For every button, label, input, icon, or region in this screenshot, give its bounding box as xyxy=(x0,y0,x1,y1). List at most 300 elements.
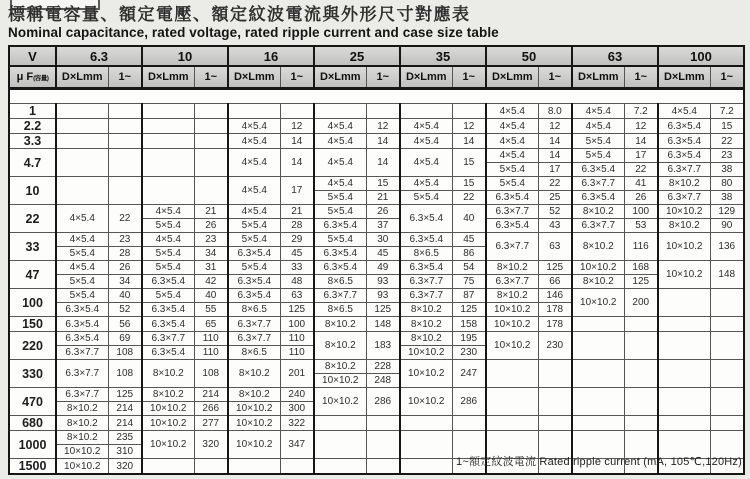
case-size-cell: 5×5.4 xyxy=(56,275,108,289)
case-size-cell: 5×5.4 xyxy=(228,219,280,233)
ripple-column-header: 1~ xyxy=(624,66,658,89)
ripple-cell: 17 xyxy=(280,177,314,205)
case-size-cell: 8×10.2 xyxy=(572,205,624,219)
ripple-cell: 14 xyxy=(624,134,658,149)
empty-ripple-cell xyxy=(194,119,228,134)
ripple-cell: 23 xyxy=(108,233,142,247)
case-size-cell: 5×5.4 xyxy=(314,205,366,219)
uf-unit-label: μ F xyxy=(16,71,34,83)
case-size-column-header: D×Lmm xyxy=(142,66,194,89)
case-size-cell: 8×10.2 xyxy=(658,177,710,191)
case-size-cell: 10×10.2 xyxy=(400,346,452,360)
empty-ripple-cell xyxy=(194,134,228,149)
capacitance-cell: 100 xyxy=(9,289,56,317)
ripple-cell: 248 xyxy=(366,374,400,388)
case-size-cell: 10×10.2 xyxy=(658,233,710,261)
empty-case-cell xyxy=(142,119,194,134)
case-size-cell: 10×10.2 xyxy=(314,388,366,416)
case-size-cell: 6.3×5.4 xyxy=(486,219,538,233)
ripple-cell: 110 xyxy=(194,346,228,360)
case-size-cell: 6.3×5.4 xyxy=(142,303,194,317)
case-size-cell: 4×5.4 xyxy=(314,119,366,134)
capacitance-cell: 1000 xyxy=(9,431,56,459)
ripple-cell: 41 xyxy=(624,177,658,191)
case-size-cell: 10×10.2 xyxy=(314,374,366,388)
ripple-cell: 146 xyxy=(538,289,572,303)
case-size-cell: 10×10.2 xyxy=(400,360,452,388)
case-size-cell: 8×10.2 xyxy=(228,360,280,388)
case-size-cell: 8×6.5 xyxy=(314,303,366,317)
case-size-cell: 10×10.2 xyxy=(658,205,710,219)
capacitance-cell: 10 xyxy=(9,177,56,205)
empty-ripple-cell xyxy=(108,104,142,119)
case-size-cell: 8×6.5 xyxy=(228,303,280,317)
ripple-cell: 14 xyxy=(538,149,572,163)
case-size-cell: 8×6.5 xyxy=(314,275,366,289)
empty-case-cell xyxy=(400,104,452,119)
ripple-cell: 14 xyxy=(538,134,572,149)
ripple-cell: 22 xyxy=(624,163,658,177)
empty-ripple-cell xyxy=(108,177,142,205)
case-size-cell: 6.3×5.4 xyxy=(572,163,624,177)
ripple-cell: 7.2 xyxy=(710,104,744,119)
ripple-cell: 266 xyxy=(194,402,228,416)
ripple-cell: 125 xyxy=(108,388,142,402)
case-size-cell: 5×5.4 xyxy=(56,289,108,303)
ripple-cell: 28 xyxy=(280,219,314,233)
case-size-cell: 10×10.2 xyxy=(142,431,194,459)
ripple-column-header: 1~ xyxy=(194,66,228,89)
case-size-cell: 4×5.4 xyxy=(486,134,538,149)
case-size-cell: 5×5.4 xyxy=(228,233,280,247)
empty-ripple-cell xyxy=(710,388,744,416)
empty-ripple-cell xyxy=(366,416,400,431)
empty-case-cell xyxy=(314,459,366,475)
voltage-header-6.3: 6.3 xyxy=(56,46,142,66)
empty-case-cell xyxy=(572,317,624,332)
case-size-cell: 4×5.4 xyxy=(400,177,452,191)
empty-case-cell xyxy=(142,459,194,475)
case-size-column-header: D×Lmm xyxy=(572,66,624,89)
ripple-cell: 12 xyxy=(452,119,486,134)
case-size-cell: 10×10.2 xyxy=(142,402,194,416)
case-size-cell: 8×10.2 xyxy=(486,289,538,303)
ripple-cell: 7.2 xyxy=(624,104,658,119)
ripple-cell: 22 xyxy=(710,134,744,149)
case-size-column-header: D×Lmm xyxy=(228,66,280,89)
case-size-cell: 8×10.2 xyxy=(572,275,624,289)
capacitance-cell: 150 xyxy=(9,317,56,332)
case-size-cell: 8×10.2 xyxy=(314,332,366,360)
ripple-cell: 54 xyxy=(452,261,486,275)
ripple-cell: 15 xyxy=(452,177,486,191)
case-size-column-header: D×Lmm xyxy=(400,66,452,89)
ripple-cell: 80 xyxy=(710,177,744,191)
ripple-cell: 25 xyxy=(538,191,572,205)
case-size-cell: 8×10.2 xyxy=(142,360,194,388)
ripple-cell: 14 xyxy=(366,149,400,177)
ripple-cell: 240 xyxy=(280,388,314,402)
empty-case-cell xyxy=(486,360,538,388)
empty-case-cell xyxy=(142,134,194,149)
case-size-cell: 8×10.2 xyxy=(572,233,624,261)
case-size-cell: 10×10.2 xyxy=(572,261,624,275)
capacitance-cell: 470 xyxy=(9,388,56,416)
case-size-cell: 6.3×7.7 xyxy=(572,177,624,191)
case-size-cell: 8×6.5 xyxy=(228,346,280,360)
ripple-cell: 21 xyxy=(194,205,228,219)
case-size-cell: 6.3×5.4 xyxy=(142,317,194,332)
case-size-cell: 5×5.4 xyxy=(142,289,194,303)
empty-case-cell xyxy=(658,388,710,416)
ripple-cell: 8.0 xyxy=(538,104,572,119)
capacitance-cell: 1500 xyxy=(9,459,56,475)
empty-ripple-cell xyxy=(366,459,400,475)
capacitance-cell: 22 xyxy=(9,205,56,233)
case-size-cell: 4×5.4 xyxy=(56,233,108,247)
case-size-cell: 6.3×5.4 xyxy=(56,303,108,317)
case-size-cell: 10×10.2 xyxy=(56,459,108,475)
ripple-cell: 108 xyxy=(108,346,142,360)
case-size-cell: 6.3×5.4 xyxy=(314,219,366,233)
case-size-cell: 6.3×5.4 xyxy=(142,275,194,289)
empty-ripple-cell xyxy=(194,177,228,205)
capacitance-cell: 680 xyxy=(9,416,56,431)
empty-ripple-cell xyxy=(538,360,572,388)
case-size-column-header: D×Lmm xyxy=(486,66,538,89)
empty-ripple-cell xyxy=(194,149,228,177)
ripple-cell: 52 xyxy=(538,205,572,219)
ripple-cell: 108 xyxy=(108,360,142,388)
ripple-cell: 43 xyxy=(538,219,572,233)
case-size-cell: 6.3×5.4 xyxy=(658,119,710,134)
ripple-cell: 45 xyxy=(452,233,486,247)
ripple-cell: 230 xyxy=(452,346,486,360)
case-size-cell: 4×5.4 xyxy=(228,205,280,219)
case-size-cell: 6.3×5.4 xyxy=(486,191,538,205)
case-size-cell: 6.3×5.4 xyxy=(142,346,194,360)
ripple-cell: 86 xyxy=(452,247,486,261)
empty-case-cell xyxy=(658,416,710,431)
empty-case-cell xyxy=(572,416,624,431)
voltage-header-10: 10 xyxy=(142,46,228,66)
ripple-cell: 108 xyxy=(194,360,228,388)
case-size-cell: 6.3×5.4 xyxy=(314,247,366,261)
ripple-cell: 26 xyxy=(108,261,142,275)
capacitance-cell: 1 xyxy=(9,104,56,119)
case-size-cell: 4×5.4 xyxy=(400,149,452,177)
empty-ripple-cell xyxy=(366,431,400,459)
ripple-cell: 12 xyxy=(280,119,314,134)
ripple-cell: 195 xyxy=(452,332,486,346)
empty-case-cell xyxy=(142,177,194,205)
ripple-cell: 15 xyxy=(366,177,400,191)
empty-ripple-cell xyxy=(710,332,744,360)
case-size-cell: 6.3×5.4 xyxy=(400,261,452,275)
ripple-cell: 53 xyxy=(624,219,658,233)
ripple-cell: 22 xyxy=(108,205,142,233)
voltage-header-16: 16 xyxy=(228,46,314,66)
case-size-cell: 5×5.4 xyxy=(142,247,194,261)
case-size-cell: 4×5.4 xyxy=(228,177,280,205)
case-size-cell: 6.3×5.4 xyxy=(228,247,280,261)
case-size-cell: 8×10.2 xyxy=(658,219,710,233)
empty-case-cell xyxy=(486,416,538,431)
ripple-cell: 40 xyxy=(194,289,228,303)
case-size-cell: 6.3×5.4 xyxy=(400,233,452,247)
ripple-cell: 14 xyxy=(280,149,314,177)
ripple-cell: 49 xyxy=(366,261,400,275)
ripple-cell: 125 xyxy=(452,303,486,317)
ripple-cell: 129 xyxy=(710,205,744,219)
spec-table-header xyxy=(9,46,744,89)
case-size-cell: 10×10.2 xyxy=(486,317,538,332)
case-size-cell: 6.3×7.7 xyxy=(142,332,194,346)
ripple-cell: 45 xyxy=(280,247,314,261)
case-size-cell: 4×5.4 xyxy=(486,104,538,119)
empty-ripple-cell xyxy=(710,360,744,388)
case-size-cell: 6.3×7.7 xyxy=(228,317,280,332)
ripple-cell: 14 xyxy=(280,134,314,149)
case-size-cell: 4×5.4 xyxy=(400,134,452,149)
ripple-cell: 38 xyxy=(710,191,744,205)
case-size-cell: 4×5.4 xyxy=(142,233,194,247)
ripple-cell: 48 xyxy=(280,275,314,289)
empty-ripple-cell xyxy=(624,388,658,416)
empty-case-cell xyxy=(56,119,108,134)
ripple-cell: 310 xyxy=(108,445,142,459)
case-size-cell: 4×5.4 xyxy=(228,134,280,149)
ripple-cell: 100 xyxy=(280,317,314,332)
case-size-cell: 6.3×7.7 xyxy=(56,388,108,402)
case-size-cell: 5×5.4 xyxy=(572,134,624,149)
ripple-cell: 55 xyxy=(194,303,228,317)
case-size-cell: 6.3×7.7 xyxy=(486,233,538,261)
empty-case-cell xyxy=(142,149,194,177)
case-size-cell: 6.3×7.7 xyxy=(658,191,710,205)
ripple-cell: 100 xyxy=(624,205,658,219)
corner-voltage-label: V xyxy=(9,46,56,66)
capacitance-cell: 2.2 xyxy=(9,119,56,134)
ripple-cell: 87 xyxy=(452,289,486,303)
ripple-cell: 42 xyxy=(194,275,228,289)
ripple-cell: 320 xyxy=(108,459,142,475)
case-size-column-header: D×Lmm xyxy=(658,66,710,89)
ripple-cell: 38 xyxy=(710,163,744,177)
empty-ripple-cell xyxy=(108,119,142,134)
voltage-header-25: 25 xyxy=(314,46,400,66)
case-size-column-header: D×Lmm xyxy=(314,66,366,89)
capacitance-cell: 3.3 xyxy=(9,134,56,149)
capacitance-cell: 330 xyxy=(9,360,56,388)
ripple-cell: 93 xyxy=(366,275,400,289)
case-size-cell: 5×5.4 xyxy=(142,219,194,233)
case-size-cell: 6.3×5.4 xyxy=(658,134,710,149)
case-size-cell: 10×10.2 xyxy=(658,261,710,289)
empty-ripple-cell xyxy=(538,388,572,416)
empty-case-cell xyxy=(658,289,710,317)
ripple-cell: 21 xyxy=(366,191,400,205)
ripple-cell: 56 xyxy=(108,317,142,332)
capacitance-cell: 220 xyxy=(9,332,56,360)
ripple-cell: 75 xyxy=(452,275,486,289)
case-size-cell: 10×10.2 xyxy=(228,431,280,459)
ripple-cell: 93 xyxy=(366,289,400,303)
uf-unit-sublabel: (容量) xyxy=(33,75,49,82)
case-size-cell: 4×5.4 xyxy=(572,119,624,134)
ripple-cell: 214 xyxy=(108,402,142,416)
ripple-cell: 22 xyxy=(538,177,572,191)
empty-ripple-cell xyxy=(710,416,744,431)
ripple-cell: 125 xyxy=(624,275,658,289)
ripple-column-header: 1~ xyxy=(280,66,314,89)
ripple-cell: 200 xyxy=(624,289,658,317)
case-size-cell: 6.3×7.7 xyxy=(56,360,108,388)
case-size-cell: 6.3×7.7 xyxy=(314,289,366,303)
voltage-header-63: 63 xyxy=(572,46,658,66)
ripple-cell: 214 xyxy=(108,416,142,431)
ripple-column-header: 1~ xyxy=(366,66,400,89)
case-size-cell: 4×5.4 xyxy=(56,205,108,233)
case-size-cell: 6.3×5.4 xyxy=(400,205,452,233)
empty-ripple-cell xyxy=(280,104,314,119)
case-size-cell: 5×5.4 xyxy=(572,149,624,163)
empty-case-cell xyxy=(400,459,452,475)
case-size-cell: 6.3×5.4 xyxy=(56,317,108,332)
case-size-cell: 4×5.4 xyxy=(56,261,108,275)
empty-case-cell xyxy=(314,416,366,431)
ripple-cell: 183 xyxy=(366,332,400,360)
ripple-column-header: 1~ xyxy=(452,66,486,89)
case-size-cell: 10×10.2 xyxy=(142,416,194,431)
empty-case-cell xyxy=(314,431,366,459)
empty-case-cell xyxy=(400,431,452,459)
ripple-cell: 286 xyxy=(366,388,400,416)
case-size-cell: 6.3×5.4 xyxy=(572,191,624,205)
case-size-cell: 6.3×5.4 xyxy=(658,149,710,163)
ripple-cell: 14 xyxy=(452,134,486,149)
case-size-cell: 4×5.4 xyxy=(658,104,710,119)
case-size-cell: 6.3×5.4 xyxy=(228,275,280,289)
ripple-cell: 90 xyxy=(710,219,744,233)
ripple-cell: 30 xyxy=(366,233,400,247)
case-size-cell: 5×5.4 xyxy=(314,191,366,205)
empty-case-cell xyxy=(572,332,624,360)
spec-table-body xyxy=(9,89,744,475)
ripple-cell: 15 xyxy=(452,149,486,177)
empty-case-cell xyxy=(400,416,452,431)
voltage-header-50: 50 xyxy=(486,46,572,66)
capacitance-cell: 4.7 xyxy=(9,149,56,177)
empty-case-cell xyxy=(572,360,624,388)
case-size-cell: 6.3×7.7 xyxy=(400,289,452,303)
ripple-cell: 320 xyxy=(194,431,228,459)
ripple-cell: 34 xyxy=(108,275,142,289)
ripple-cell: 45 xyxy=(366,247,400,261)
empty-case-cell xyxy=(486,388,538,416)
ripple-cell: 40 xyxy=(452,205,486,233)
ripple-cell: 12 xyxy=(624,119,658,134)
ripple-cell: 21 xyxy=(280,205,314,219)
case-size-cell: 8×10.2 xyxy=(314,360,366,374)
ripple-cell: 34 xyxy=(194,247,228,261)
case-size-cell: 10×10.2 xyxy=(56,445,108,459)
case-size-cell: 8×10.2 xyxy=(228,388,280,402)
ripple-cell: 136 xyxy=(710,233,744,261)
spacer-row xyxy=(9,89,744,104)
ripple-cell: 347 xyxy=(280,431,314,459)
case-size-cell: 10×10.2 xyxy=(228,416,280,431)
ripple-cell: 63 xyxy=(280,289,314,303)
ripple-cell: 40 xyxy=(108,289,142,303)
empty-ripple-cell xyxy=(108,149,142,177)
ripple-cell: 110 xyxy=(194,332,228,346)
case-size-cell: 10×10.2 xyxy=(486,303,538,317)
case-size-cell: 6.3×5.4 xyxy=(314,261,366,275)
case-size-cell: 5×5.4 xyxy=(314,233,366,247)
case-size-cell: 8×10.2 xyxy=(56,431,108,445)
case-size-cell: 8×10.2 xyxy=(400,303,452,317)
empty-case-cell xyxy=(56,104,108,119)
ripple-cell: 33 xyxy=(280,261,314,275)
corner-capacitance-label xyxy=(9,66,56,89)
case-size-cell: 6.3×5.4 xyxy=(228,289,280,303)
case-size-cell: 6.3×7.7 xyxy=(658,163,710,177)
empty-ripple-cell xyxy=(452,104,486,119)
page-title-chinese: 標稱電容量、額定電壓、額定紋波電流與外形尺寸對應表 xyxy=(8,5,471,24)
ripple-column-header: 1~ xyxy=(108,66,142,89)
ripple-cell: 235 xyxy=(108,431,142,445)
spec-table xyxy=(8,45,745,475)
empty-case-cell xyxy=(56,149,108,177)
case-size-cell: 5×5.4 xyxy=(486,163,538,177)
ripple-cell: 158 xyxy=(452,317,486,332)
ripple-cell: 12 xyxy=(366,119,400,134)
empty-case-cell xyxy=(56,134,108,149)
case-size-cell: 6.3×7.7 xyxy=(572,219,624,233)
case-size-cell: 6.3×7.7 xyxy=(486,275,538,289)
ripple-cell: 17 xyxy=(624,149,658,163)
ripple-cell: 23 xyxy=(194,233,228,247)
ripple-cell: 15 xyxy=(710,119,744,134)
ripple-cell: 110 xyxy=(280,332,314,346)
ripple-cell: 110 xyxy=(280,346,314,360)
ripple-cell: 178 xyxy=(538,317,572,332)
title-block xyxy=(8,5,499,40)
case-size-cell: 4×5.4 xyxy=(142,205,194,219)
ripple-cell: 148 xyxy=(366,317,400,332)
case-size-cell: 8×10.2 xyxy=(486,261,538,275)
case-size-cell: 5×5.4 xyxy=(228,261,280,275)
capacitance-cell: 47 xyxy=(9,261,56,289)
case-size-cell: 10×10.2 xyxy=(228,402,280,416)
ripple-cell: 247 xyxy=(452,360,486,388)
ripple-cell: 37 xyxy=(366,219,400,233)
empty-case-cell xyxy=(658,317,710,332)
case-size-cell: 10×10.2 xyxy=(572,289,624,317)
page-title-english: Nominal capacitance, rated voltage, rated ripple current and case size table xyxy=(8,25,499,40)
empty-case-cell xyxy=(228,459,280,475)
ripple-cell: 69 xyxy=(108,332,142,346)
case-size-cell: 8×6.5 xyxy=(400,247,452,261)
ripple-cell: 29 xyxy=(280,233,314,247)
case-size-cell: 8×10.2 xyxy=(400,332,452,346)
capacitance-cell: 33 xyxy=(9,233,56,261)
empty-ripple-cell xyxy=(624,317,658,332)
ripple-cell: 63 xyxy=(538,233,572,261)
case-size-cell: 5×5.4 xyxy=(56,247,108,261)
empty-case-cell xyxy=(314,104,366,119)
